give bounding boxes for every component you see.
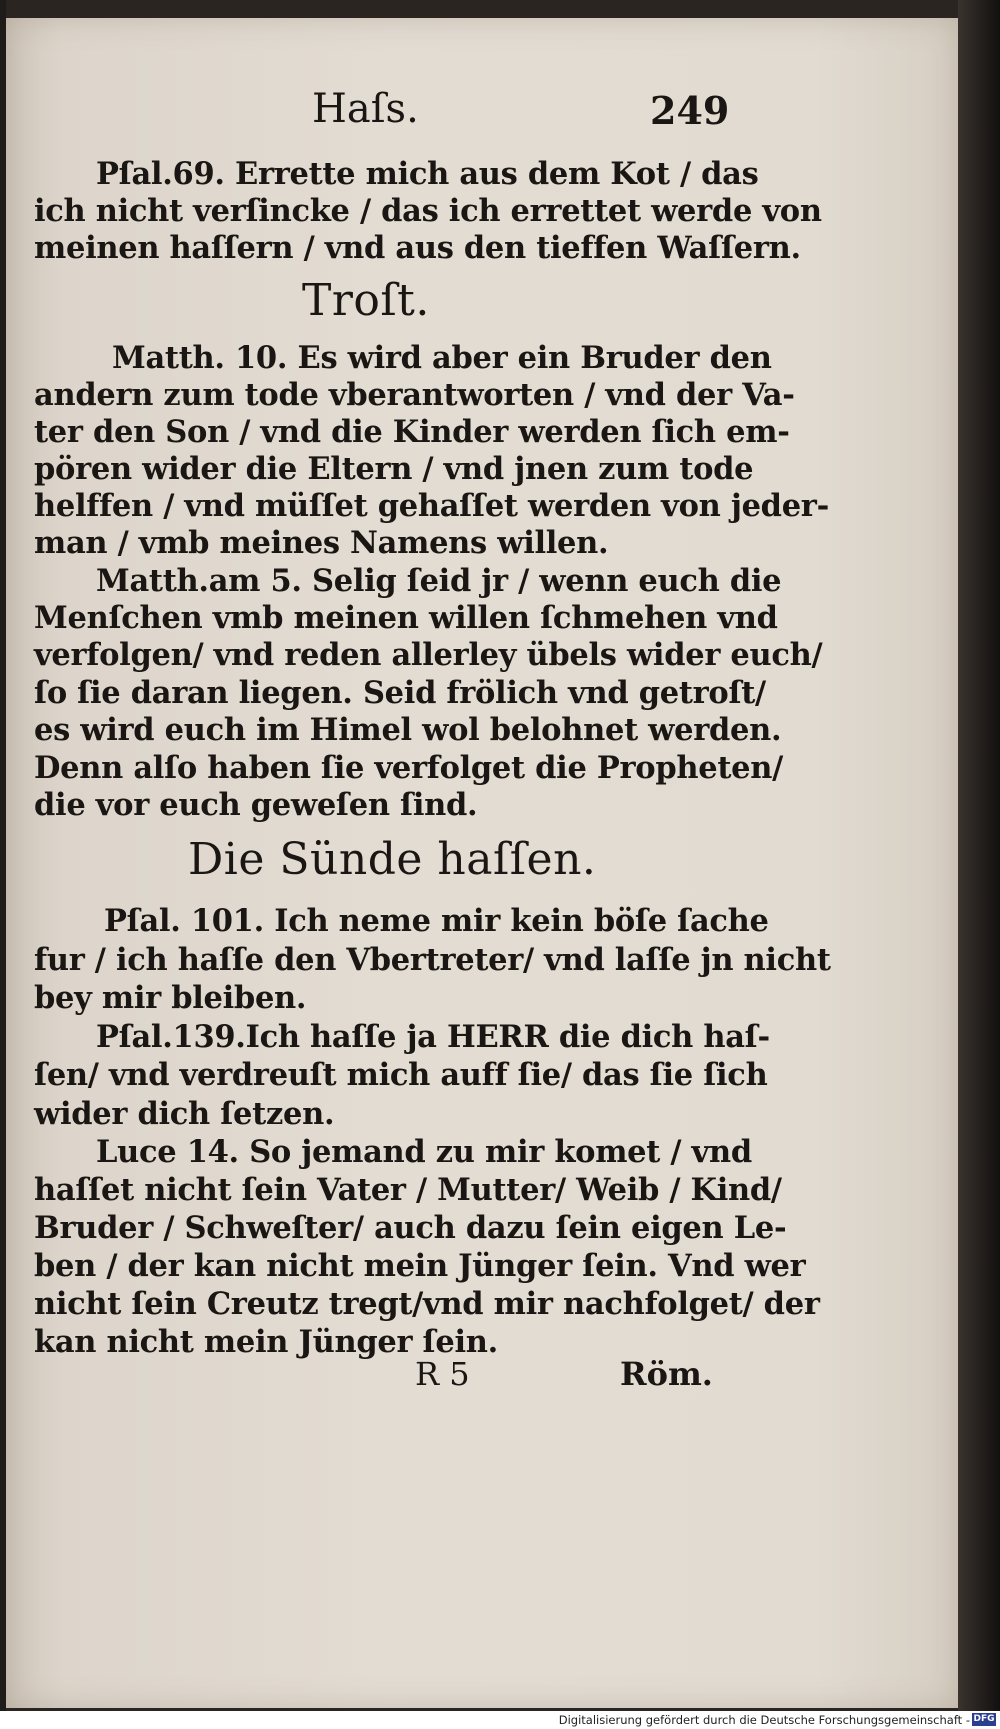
page-number: 249 <box>650 88 730 133</box>
text-line: bey mir bleiben. <box>34 980 307 1016</box>
text-line: ſo ſie daran liegen. Seid frölich vnd getroſt/ <box>34 675 766 711</box>
text-line: verfolgen/ vnd reden allerley übels wider euch/ <box>34 637 823 673</box>
text-line: fur / ich haſſe den Vbertreter/ vnd laſſe jn nicht <box>34 942 831 978</box>
text-line: Matth. 10. Es wird aber ein Bruder den <box>112 340 772 376</box>
text-line: Denn alſo haben ſie verfolget die Propheten/ <box>34 750 783 786</box>
text-line: ich nicht verſincke / das ich errettet werde von <box>34 193 822 229</box>
text-line: kan nicht mein Jünger ſein. <box>34 1324 498 1360</box>
text-line: pören wider die Eltern / vnd jnen zum tode <box>34 451 754 487</box>
catchword: Röm. <box>620 1355 713 1393</box>
text-line: die vor euch geweſen ſind. <box>34 787 478 823</box>
dfg-logo: DFG <box>973 1714 995 1724</box>
section-heading-suende: Die Sünde haſſen. <box>188 834 597 885</box>
text-line: ben / der kan nicht mein Jünger ſein. Vnd wer <box>34 1248 806 1284</box>
running-head: Haſs. <box>312 86 419 132</box>
section-heading-trost: Troſt. <box>302 275 430 326</box>
text-line: nicht ſein Creutz tregt/vnd mir nachfolget/ der <box>34 1286 820 1322</box>
text-line: Pſal.69. Errette mich aus dem Kot / das <box>96 156 759 192</box>
text-line: Bruder / Schweſter/ auch dazu ſein eigen Le- <box>34 1210 787 1246</box>
text-line: Luce 14. So jemand zu mir komet / vnd <box>96 1134 752 1170</box>
funding-credit: Digitalisierung gefördert durch die Deutsche Forschungsgemeinschaft - <box>558 1713 970 1727</box>
text-line: Pſal. 101. Ich neme mir kein böſe ſache <box>104 903 769 939</box>
book-spine-edge <box>958 0 1000 1729</box>
text-line: ſen/ vnd verdreuſt mich auff ſie/ das ſie ſich <box>34 1057 768 1093</box>
text-line: haſſet nicht ſein Vater / Mutter/ Weib / Kind/ <box>34 1172 782 1208</box>
text-line: man / vmb meines Namens willen. <box>34 525 609 561</box>
text-line: es wird euch im Himel wol belohnet werden. <box>34 712 782 748</box>
text-line: andern zum tode vberantworten / vnd der Va- <box>34 377 795 413</box>
text-line: wider dich ſetzen. <box>34 1096 335 1132</box>
text-line: Menſchen vmb meinen willen ſchmehen vnd <box>34 600 778 636</box>
text-line: Pſal.139.Ich haſſe ja HERR die dich haſ- <box>96 1019 770 1055</box>
text-line: Matth.am 5. Selig ſeid jr / wenn euch die <box>96 563 782 599</box>
text-line: meinen haſſern / vnd aus den tieffen Waſſern. <box>34 230 801 266</box>
text-line: helffen / vnd müſſet gehaſſet werden von jeder- <box>34 488 829 524</box>
signature-mark: R 5 <box>415 1355 470 1393</box>
text-line: ter den Son / vnd die Kinder werden ſich em- <box>34 414 790 450</box>
